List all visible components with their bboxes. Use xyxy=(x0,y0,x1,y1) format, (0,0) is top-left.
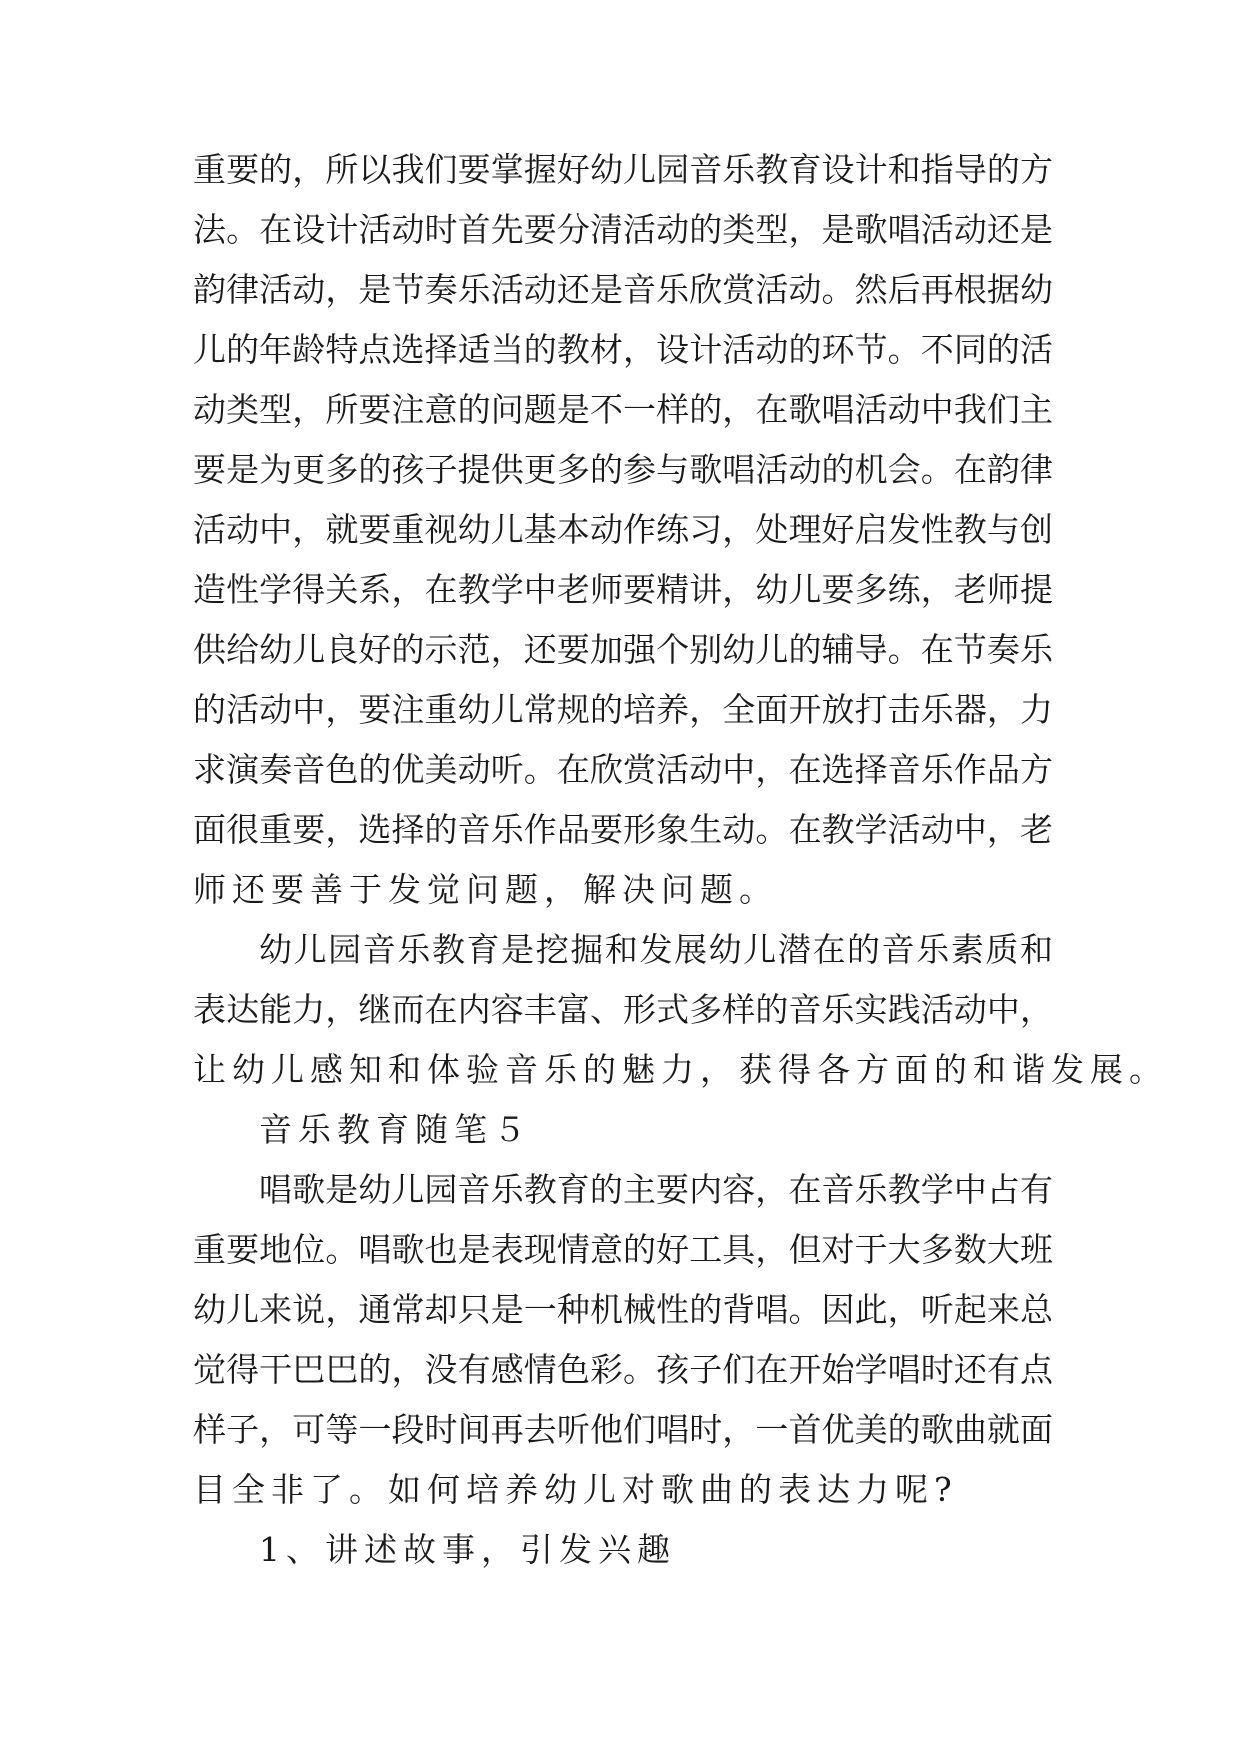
text-line: 让幼儿感知和体验音乐的魅力，获得各方面的和谐发展。 xyxy=(193,1050,1168,1089)
text-line: 的活动中，要注重幼儿常规的培养，全面开放打击乐器，力 xyxy=(193,690,1053,729)
text-line: 唱歌是幼儿园音乐教育的主要内容，在音乐教学中占有 xyxy=(259,1170,1053,1209)
text-line: 表达能力，继而在内容丰富、形式多样的音乐实践活动中， xyxy=(193,990,1053,1029)
text-line: 幼儿园音乐教育是挖掘和发展幼儿潜在的音乐素质和 xyxy=(259,930,1053,969)
list-item: 1、讲述故事，引发兴趣 xyxy=(259,1530,676,1569)
paragraph-1 xyxy=(193,140,1053,920)
section-heading: 音乐教育随笔５ xyxy=(259,1110,532,1149)
document-body xyxy=(193,140,1168,1580)
text-line: 法。在设计活动时首先要分清活动的类型，是歌唱活动还是 xyxy=(193,210,1053,249)
text-line: 重要地位。唱歌也是表现情意的好工具，但对于大多数大班 xyxy=(193,1230,1053,1269)
text-line: 目全非了。如何培养幼儿对歌曲的表达力呢? xyxy=(193,1470,958,1509)
text-line: 面很重要，选择的音乐作品要形象生动。在教学活动中，老 xyxy=(193,810,1053,849)
paragraph-2 xyxy=(193,920,1168,1100)
text-line: 师还要善于发觉问题，解决问题。 xyxy=(193,870,778,909)
text-line: 样子，可等一段时间再去听他们唱时，一首优美的歌曲就面 xyxy=(193,1410,1053,1449)
text-line: 韵律活动，是节奏乐活动还是音乐欣赏活动。然后再根据幼 xyxy=(193,270,1053,309)
text-line: 觉得干巴巴的，没有感情色彩。孩子们在开始学唱时还有点 xyxy=(193,1350,1053,1389)
text-line: 要是为更多的孩子提供更多的参与歌唱活动的机会。在韵律 xyxy=(193,450,1053,489)
text-line: 造性学得关系，在教学中老师要精讲，幼儿要多练，老师提 xyxy=(193,570,1053,609)
paragraph-3 xyxy=(193,1160,1053,1520)
text-line: 幼儿来说，通常却只是一种机械性的背唱。因此，听起来总 xyxy=(193,1290,1053,1329)
text-line: 求演奏音色的优美动听。在欣赏活动中，在选择音乐作品方 xyxy=(193,750,1053,789)
text-line: 动类型，所要注意的问题是不一样的，在歌唱活动中我们主 xyxy=(193,390,1053,429)
text-line: 重要的，所以我们要掌握好幼儿园音乐教育设计和指导的方 xyxy=(193,150,1053,189)
text-line: 儿的年龄特点选择适当的教材，设计活动的环节。不同的活 xyxy=(193,330,1053,369)
text-line: 活动中，就要重视幼儿基本动作练习，处理好启发性教与创 xyxy=(193,510,1053,549)
text-line: 供给幼儿良好的示范，还要加强个别幼儿的辅导。在节奏乐 xyxy=(193,630,1053,669)
